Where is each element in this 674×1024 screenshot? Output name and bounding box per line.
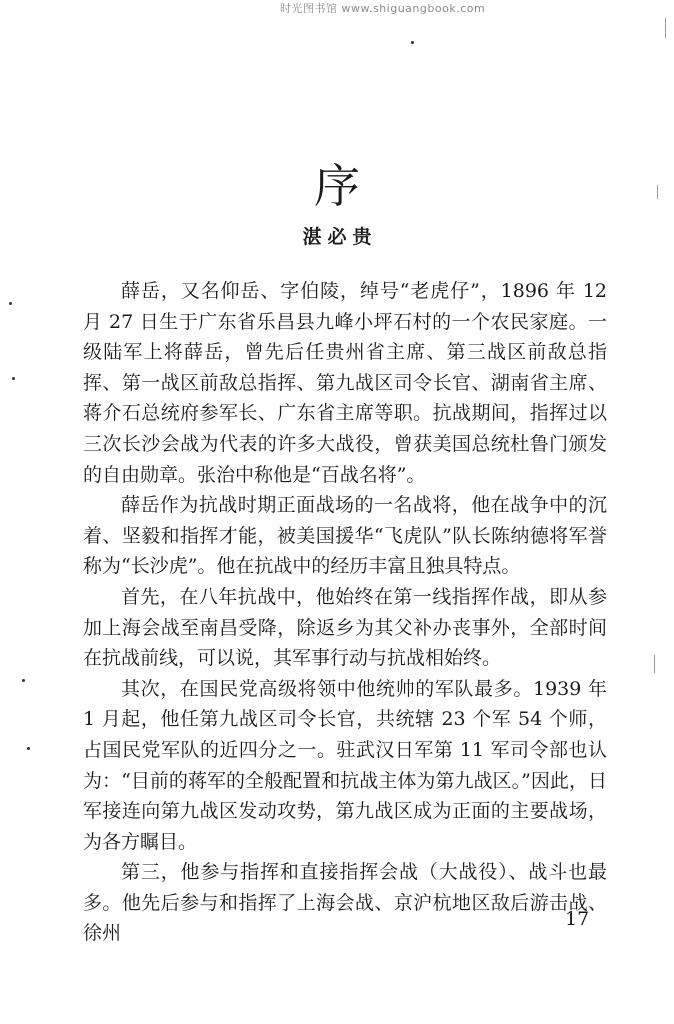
body-text [83,276,607,949]
page-number: 17 [565,908,590,930]
scan-edge-mark [665,18,666,38]
paragraph-5: 第三，他参与指挥和直接指挥会战（大战役）、战斗也最多。他先后参与和指挥了上海会战、京沪杭地区敌后游击战、徐州 [83,861,607,945]
page-title: 序 [314,159,360,213]
scan-speck [9,302,12,305]
watermark: 时光图书馆 www.shiguangbook.com [280,2,486,15]
scan-speck [22,679,25,682]
scan-speck [12,377,15,380]
paragraph-4: 其次，在国民党高级将领中他统帅的军队最多。1939 年 1 月起，他任第九战区司令长官，共统辖 23 个军 54 个师，占国民党军队的近四分之一。驻武汉日军第 11 军司令部也认为：“目前的蒋军的全般配置和抗战主体为第九战区。”因此，日军接连向第九战区发动攻势，第九战区成为正面的主要战场，为各方瞩目。 [83,677,607,853]
paragraph-2: 薛岳作为抗战时期正面战场的一名战将，他在战争中的沉着、坚毅和指挥才能，被美国援华“飞虎队”队长陈纳德将军誉称为“长沙虎”。他在抗战中的经历丰富且独具特点。 [83,494,607,578]
scan-speck [411,41,414,44]
scan-speck [27,747,30,750]
paragraph-1: 薛岳，又名仰岳、字伯陵，绰号“老虎仔”，1896 年 12 月 27 日生于广东省乐昌县九峰小坪石村的一个农民家庭。一级陆军上将薛岳，曾先后任贵州省主席、第三战区前敌总指挥、第一战区前敌总指挥、第九战区司令长官、湖南省主席、蒋介石总统府参军长、广东省主席等职。抗战期间，指挥过以三次长沙会战为代表的许多大战役，曾获美国总统杜鲁门颁发的自由勋章。张治中称他是“百战名将”。 [83,280,607,486]
paragraph-3: 首先，在八年抗战中，他始终在第一线指挥作战，即从参加上海会战至南昌受降，除返乡为其父补办丧事外，全部时间在抗战前线，可以说，其军事行动与抗战相始终。 [83,585,607,670]
scan-edge-mark [654,655,655,673]
author-name: 湛必贵 [302,226,378,248]
scan-edge-mark [657,185,658,199]
